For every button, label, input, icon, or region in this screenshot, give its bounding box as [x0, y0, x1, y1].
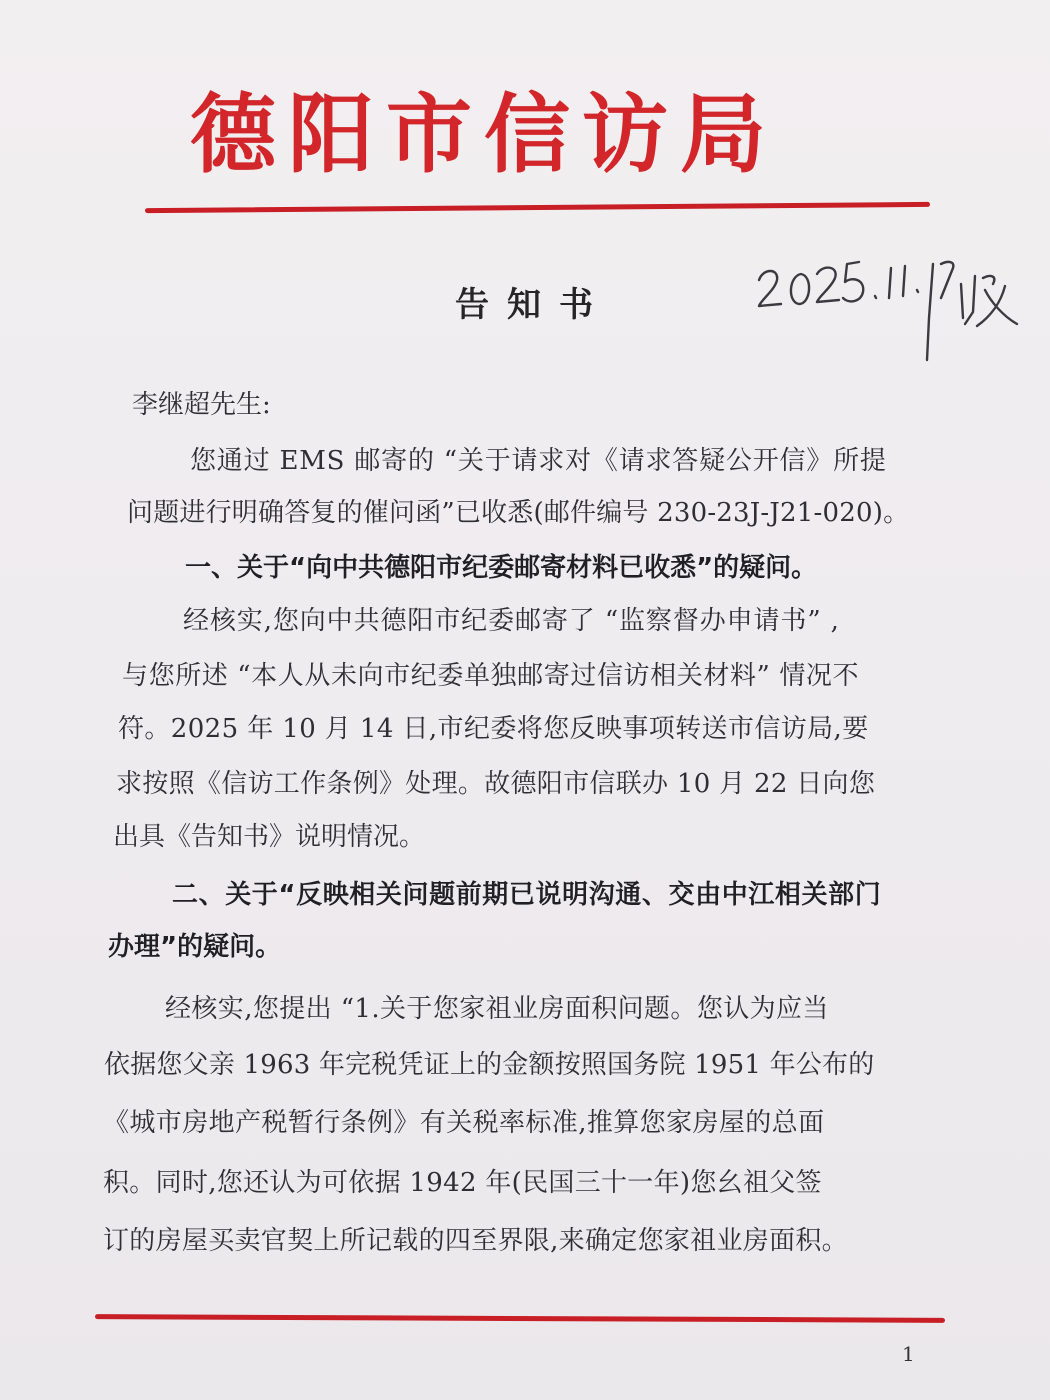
section-heading-1: 一、关于“向中共德阳市纪委邮寄材料已收悉”的疑问。: [185, 553, 818, 583]
paragraph-line: 求按照《信访工作条例》处理。故德阳市信联办 10 月 22 日向您: [116, 769, 876, 799]
paragraph-line: 出具《告知书》说明情况。: [113, 822, 426, 852]
paragraph-line: 积。同时,您还认为可依据 1942 年(民国三十一年)您幺祖父签: [103, 1168, 822, 1198]
salutation: 李继超先生:: [132, 390, 271, 420]
agency-masthead: 德阳市信访局: [190, 85, 778, 185]
paragraph-line: 依据您父亲 1963 年完税凭证上的金额按照国务院 1951 年公布的: [104, 1050, 875, 1080]
paragraph-line: 经核实,您向中共德阳市纪委邮寄了 “监察督办申请书” ,: [183, 606, 840, 636]
document-title: 告知书: [455, 285, 611, 325]
masthead-red-rule: [145, 202, 930, 213]
section-heading-2: 二、关于“反映相关问题前期已说明沟通、交由中江相关部门: [172, 880, 882, 910]
section-heading-2-continued: 办理”的疑问。: [108, 932, 282, 962]
handwritten-receipt-note: [755, 238, 1025, 368]
paragraph-line: 符。2025 年 10 月 14 日,市纪委将您反映事项转送市信访局,要: [118, 714, 869, 744]
paragraph-line: 您通过 EMS 邮寄的 “关于请求对《请求答疑公开信》所提: [190, 446, 887, 476]
handwritten-date-signature: [755, 238, 1025, 368]
paragraph-line: 订的房屋买卖官契上所记载的四至界限,来确定您家祖业房面积。: [103, 1226, 848, 1256]
paragraph-line: 《城市房地产税暂行条例》有关税率标准,推算您家房屋的总面: [103, 1108, 825, 1138]
page-number: 1: [902, 1342, 915, 1366]
paragraph-line: 问题进行明确答复的催问函”已收悉(邮件编号 230-23J-J21-020)。: [127, 498, 910, 528]
footer-red-rule: [95, 1314, 945, 1323]
paragraph-line: 与您所述 “本人从未向市纪委单独邮寄过信访相关材料” 情况不: [122, 661, 860, 691]
paragraph-line: 经核实,您提出 “1.关于您家祖业房面积问题。您认为应当: [165, 994, 829, 1024]
